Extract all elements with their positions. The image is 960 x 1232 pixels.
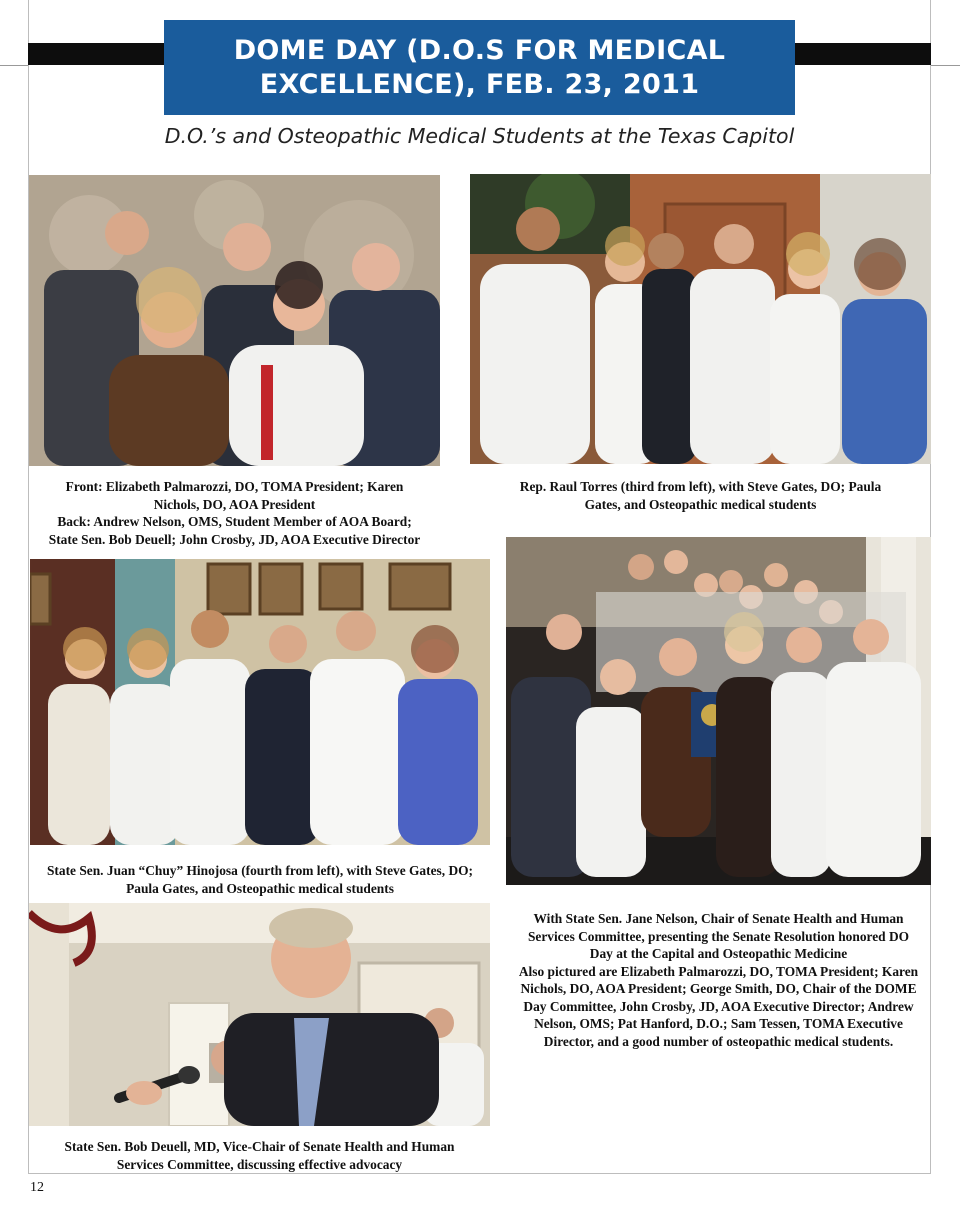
caption-line: Paula Gates, and Osteopathic medical students [126,880,394,896]
caption-line: Gates, and Osteopathic medical students [584,496,817,512]
page-number: 12 [30,1180,44,1195]
caption-line: Back: Andrew Nelson, OMS, Student Member of AOA Board; [57,514,412,529]
photo-front-back-group [29,175,440,466]
photo5-caption [29,1138,490,1173]
photo-sen-deuell-speaking [29,903,490,1126]
caption-line: Also pictured are Elizabeth Palmarozzi, DO, TOMA President; Karen [518,963,919,979]
caption-line: State Sen. Juan “Chuy” Hinojosa (fourth from left), with Steve Gates, DO; [46,863,473,878]
photo3-caption [30,862,490,897]
caption-line: Day at the Capital and Osteopathic Medicine [589,946,848,961]
photo4-caption [506,910,931,1050]
photo-sen-hinojosa-group [30,559,490,845]
photo2-caption [470,478,931,513]
right-hairline [931,65,960,66]
caption-line: Nichols, DO, AOA President; George Smith, DO, Chair of the DOME [520,981,917,996]
photo1-caption [29,478,440,548]
caption-line: State Sen. Bob Deuell, MD, Vice-Chair of Senate Health and Human [64,1139,455,1154]
caption-line: Rep. Raul Torres (third from left), with Steve Gates, DO; Paula [519,479,882,494]
caption-line: With State Sen. Jane Nelson, Chair of Senate Health and Human [533,911,904,926]
caption-line: Front: Elizabeth Palmarozzi, DO, TOMA President; Karen [65,479,404,494]
page-title: DOME DAY (D.O.S FOR MEDICAL EXCELLENCE), FEB. 23, 2011 [233,34,726,100]
caption-line: State Sen. Bob Deuell; John Crosby, JD, AOA Executive Director [48,531,421,547]
caption-line: Services Committee, presenting the Senate Resolution honored DO [527,928,910,944]
caption-line: Nelson, OMS; Pat Hanford, D.O.; Sam Tessen, TOMA Executive [534,1016,903,1031]
caption-line: Director, and a good number of osteopathic medical students. [543,1033,894,1049]
left-hairline [0,65,28,66]
page-subtitle: D.O.’s and Osteopathic Medical Students at the Texas Capitol [164,124,795,148]
caption-line: Services Committee, discussing effective advocacy [116,1156,403,1172]
title-banner [164,20,795,115]
caption-line: Nichols, DO, AOA President [153,496,316,512]
photo-rep-torres-group [470,174,931,464]
photo-sen-nelson-resolution [506,537,931,885]
caption-line: Day Committee, John Crosby, JD, AOA Executive Director; Andrew [523,998,914,1014]
